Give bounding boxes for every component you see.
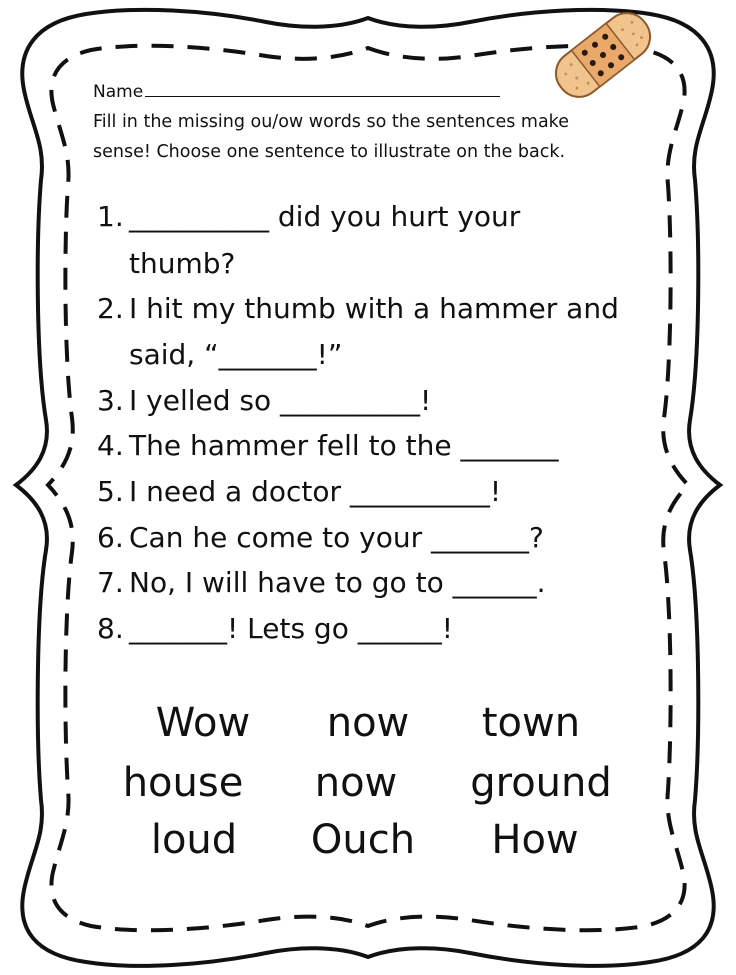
word-bank-item: Wow: [155, 700, 251, 746]
word-bank-item: town: [481, 700, 581, 746]
sentence-text: I need a doctor __________!: [129, 475, 502, 508]
word-bank-item: now: [314, 760, 398, 806]
name-blank-line[interactable]: [145, 82, 500, 97]
sentence-number: 2.: [97, 292, 124, 325]
sentence-number: 5.: [97, 475, 124, 508]
word-bank-item: Ouch: [310, 817, 416, 863]
sentence-text: No, I will have to go to ______.: [129, 566, 546, 599]
sentence-text: I yelled so __________!: [129, 384, 432, 417]
sentence-1-continued: thumb?: [129, 247, 236, 280]
sentence-7: [97, 566, 546, 599]
name-label: Name: [93, 82, 144, 102]
sentence-number: 1.: [97, 200, 124, 233]
word-bank-item: How: [491, 817, 579, 863]
word-bank-item: loud: [150, 817, 238, 863]
sentence-number: 4.: [97, 429, 124, 462]
sentence-8: [97, 612, 453, 645]
word-bank-item: house: [122, 760, 244, 806]
bandaid-icon: [548, 2, 658, 108]
sentence-number: 7.: [97, 566, 124, 599]
instructions-line-2: sense! Choose one sentence to illustrate on the back.: [93, 142, 566, 162]
sentence-text: I hit my thumb with a hammer and: [129, 292, 619, 325]
sentence-3: [97, 384, 432, 417]
sentence-number: 3.: [97, 384, 124, 417]
sentence-5: [97, 475, 502, 508]
sentence-text: The hammer fell to the _______: [129, 429, 559, 462]
sentence-2-continued: said, “_______!”: [129, 338, 343, 371]
sentence-text: Can he come to your _______?: [129, 521, 544, 554]
word-bank-item: ground: [470, 760, 612, 806]
name-field[interactable]: [93, 82, 500, 102]
instructions-line-1: Fill in the missing ou/ow words so the sentences make: [93, 112, 569, 132]
sentence-4: [97, 429, 559, 462]
sentence-6: [97, 521, 544, 554]
sentence-1: [97, 200, 521, 233]
sentence-text: _______! Lets go ______!: [129, 612, 453, 645]
sentence-text: __________ did you hurt your: [129, 200, 521, 233]
sentence-2: [97, 292, 619, 325]
sentence-number: 8.: [97, 612, 124, 645]
word-bank-item: now: [326, 700, 410, 746]
sentence-number: 6.: [97, 521, 124, 554]
